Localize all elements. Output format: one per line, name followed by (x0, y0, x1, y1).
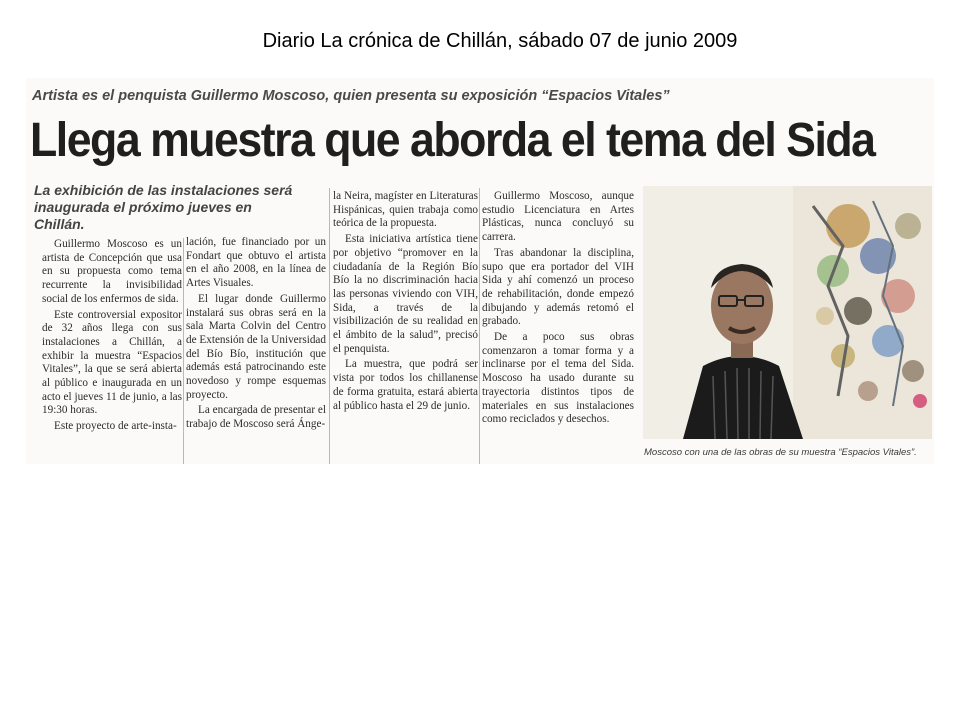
column-divider (183, 238, 184, 464)
paragraph: Guillermo Moscoso, aunque estudio Licenciatura en Artes Plásticas, nunca concluyó su carrera. (482, 190, 634, 244)
paragraph: El lugar donde Guillermo instalará sus obras será en la sala Marta Colvin del Centro de Extensión de la Universidad del Bío Bío, institución que además está patrocinando este novedoso y rompe esquemas proyecto. (186, 292, 326, 401)
paragraph: Esta iniciativa artística tiene por objetivo “promover en la ciudadanía de la Región Bío Bío la no discriminación hacia las personas viviendo con VIH, Sida, a través de la visibilización de su realidad en el ámbito de la salud”, precisó el penquista. (333, 233, 478, 355)
photo-caption: Moscoso con una de las obras de su muestra “Espacios Vitales”. (644, 447, 917, 458)
newspaper-clipping (26, 78, 934, 464)
article-column-4 (482, 190, 634, 464)
column-divider (329, 188, 330, 464)
article-column-2 (186, 236, 326, 464)
paragraph: la Neira, magíster en Literaturas Hispánicas, quien trabaja como teórica de la propuesta. (333, 190, 478, 230)
paragraph: Este controversial expositor de 32 años llega con sus instalaciones a Chillán, a exhibir la muestra “Espacios Vitales”, la que se será abierta al público e inaugurada en un acto el jueves 11 de junio, a las 19:30 horas. (42, 308, 182, 417)
paragraph: Este proyecto de arte-insta- (54, 420, 177, 433)
source-caption: Diario La crónica de Chillán, sábado 07 de junio 2009 (262, 30, 738, 52)
paragraph: lación, fue financiado por un Fondart que obtuvo el artista en el año 2008, en la línea de Artes Visuales. (186, 236, 326, 290)
paragraph: Guillermo Moscoso es un artista de Concepción que usa en su propuesta como tema recurrente la invisibilidad social de los enfermos de sida. (42, 238, 182, 305)
paragraph: De a poco sus obras comenzaron a tomar forma y a inclinarse por el tema del Sida. Moscoso ha usado durante su trayectoria distintos tipos de materiales en sus instalaciones como reciclados y desechos. (482, 331, 634, 426)
artist-portrait-illustration (643, 186, 932, 439)
article-subhead: La exhibición de las instalaciones será inaugurada el próximo jueves en Chillán. (34, 182, 293, 232)
article-photo (643, 186, 932, 439)
article-column-1 (42, 238, 182, 464)
paragraph: La muestra, que podrá ser vista por todos los chillanense de forma gratuita, estará abierta al público hasta el 29 de junio. (333, 358, 478, 412)
paragraph: Tras abandonar la disciplina, supo que era portador del VIH Sida y ahí comenzó un proceso de rehabilitación, donde empezó dibujando y además retomó el grabado. (482, 246, 634, 328)
column-divider (479, 188, 480, 464)
article-column-3 (333, 190, 478, 464)
article-headline: Llega muestra que aborda el tema del Sida (30, 114, 875, 167)
article-kicker: Artista es el penquista Guillermo Moscoso, quien presenta su exposición “Espacios Vitales” (32, 88, 670, 104)
paragraph: La encargada de presentar el trabajo de Moscoso será Ánge- (186, 404, 326, 431)
